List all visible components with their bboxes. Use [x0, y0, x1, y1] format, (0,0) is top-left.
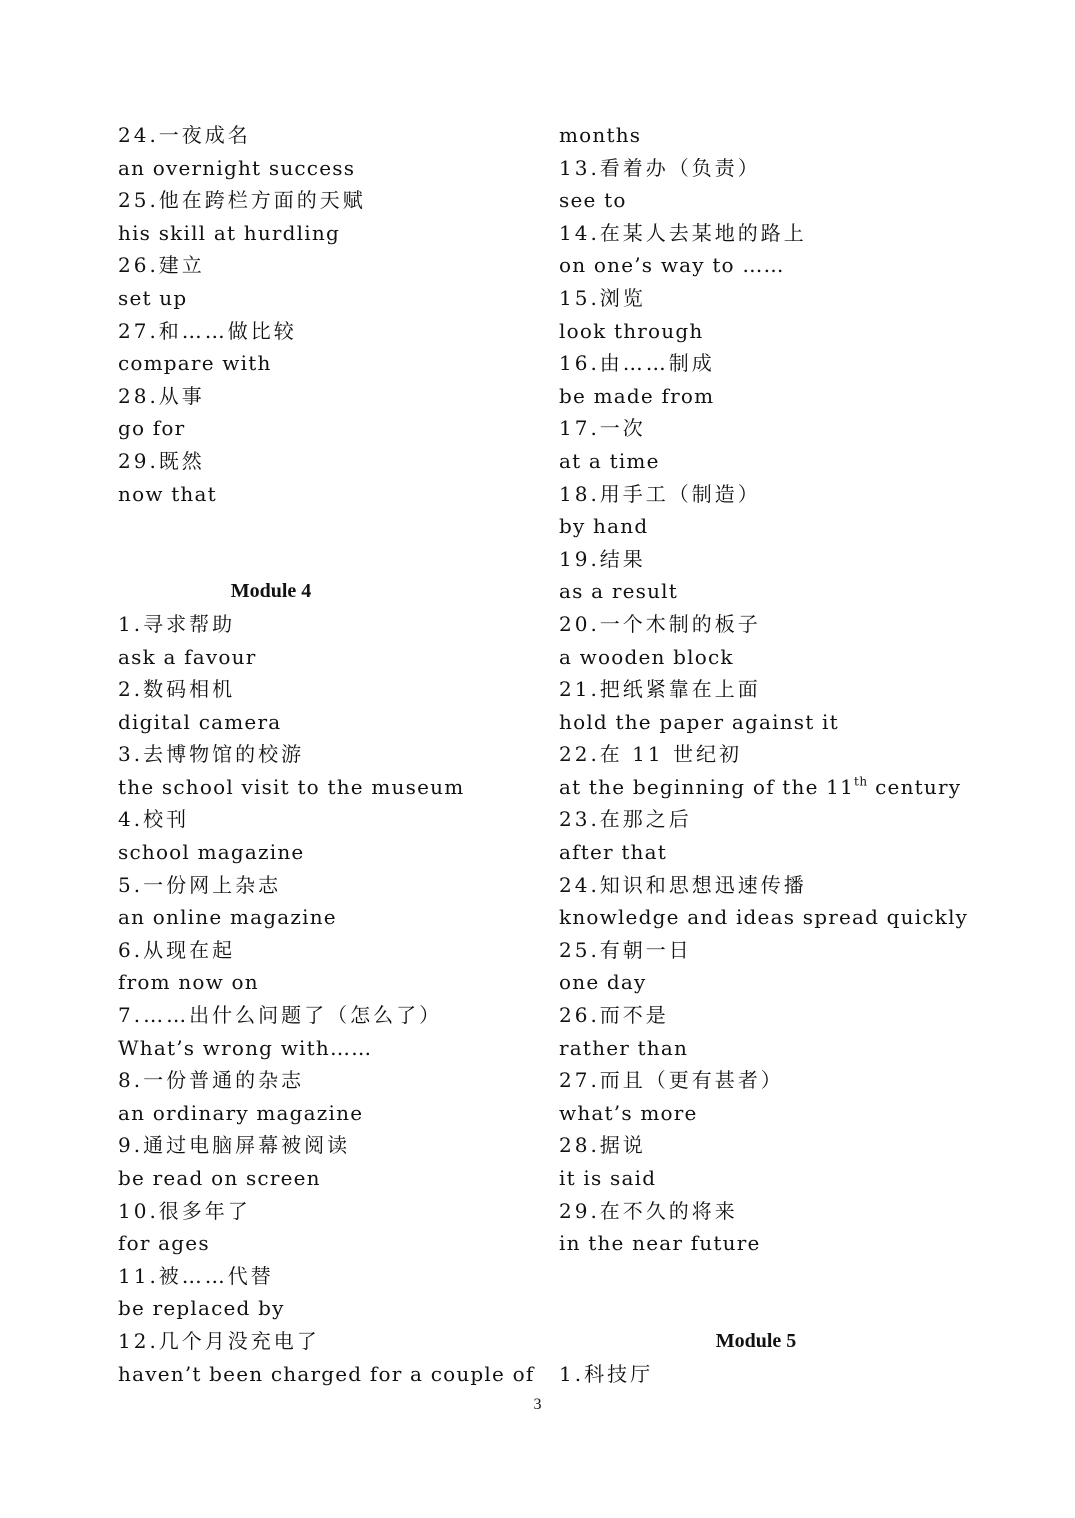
- vocab-chinese-line: 25.他在跨栏方面的天赋: [118, 188, 366, 213]
- vocab-chinese-line: 24.知识和思想迅速传播: [559, 872, 807, 897]
- vocab-english-line: ask a favour: [118, 644, 257, 669]
- vocab-english-line: on one’s way to ……: [559, 253, 785, 278]
- vocab-chinese-line: 22.在 11 世纪初: [559, 742, 742, 767]
- vocab-english-line: months: [559, 123, 642, 147]
- vocab-chinese-line: 29.在不久的将来: [559, 1198, 738, 1223]
- vocab-english-line: look through: [559, 318, 704, 343]
- vocab-english-line: now that: [118, 481, 217, 506]
- vocab-english-line: hold the paper against it: [559, 709, 839, 734]
- vocab-english-line: his skill at hurdling: [118, 220, 340, 245]
- vocab-english-line: an ordinary magazine: [118, 1100, 364, 1125]
- vocab-chinese-line: 17.一次: [559, 416, 646, 441]
- vocab-chinese-line: 21.把纸紧靠在上面: [559, 677, 761, 702]
- vocab-english-line: as a result: [559, 579, 679, 604]
- vocab-english-line: from now on: [118, 970, 259, 995]
- vocab-english-line: set up: [118, 285, 188, 310]
- vocab-chinese-line: 1.科技厅: [559, 1361, 654, 1386]
- vocab-chinese-line: 26.而不是: [559, 1003, 669, 1028]
- module-5-heading: Module 5: [715, 1329, 797, 1352]
- module-4-heading: Module 4: [230, 580, 312, 603]
- century-text: at the beginning of the 11: [559, 774, 855, 799]
- left-column: [118, 119, 568, 1390]
- vocab-chinese-line: 5.一份网上杂志: [118, 872, 282, 897]
- vocab-chinese-line: 1.寻求帮助: [118, 611, 236, 636]
- vocab-chinese-line: 15.浏览: [559, 285, 646, 310]
- vocab-chinese-line: 26.建立: [118, 253, 205, 278]
- vocab-chinese-line: 18.用手工（制造）: [559, 481, 761, 506]
- right-top-list: [559, 119, 979, 771]
- vocab-chinese-line: 6.从现在起: [118, 937, 236, 962]
- vocab-english-line: an overnight success: [118, 155, 356, 180]
- vocab-english-line: haven’t been charged for a couple of: [118, 1361, 535, 1386]
- vocab-chinese-line: 28.据说: [559, 1133, 646, 1158]
- spacer: [559, 1260, 979, 1293]
- vocab-chinese-line: 2.数码相机: [118, 677, 236, 702]
- vocab-chinese-line: 27.和……做比较: [118, 318, 297, 343]
- page-number: 3: [533, 1396, 542, 1413]
- vocab-chinese-line: 3.去博物馆的校游: [118, 742, 305, 767]
- vocab-chinese-line: 7.……出什么问题了（怎么了）: [118, 1003, 443, 1028]
- vocab-english-line: a wooden block: [559, 644, 734, 669]
- vocab-english-line: the school visit to the museum: [118, 774, 465, 799]
- vocab-chinese-line: 8.一份普通的杂志: [118, 1068, 305, 1093]
- vocab-english-line: be replaced by: [118, 1296, 285, 1321]
- vocab-chinese-line: 11.被……代替: [118, 1263, 274, 1288]
- vocab-english-line: what’s more: [559, 1100, 698, 1125]
- vocab-english-line: knowledge and ideas spread quickly: [559, 905, 969, 930]
- vocab-chinese-line: 23.在那之后: [559, 807, 692, 832]
- vocab-english-line: What’s wrong with……: [118, 1035, 373, 1060]
- century-superscript: th: [854, 774, 868, 789]
- vocab-chinese-line: 4.校刊: [118, 807, 190, 832]
- spacer: [118, 543, 568, 576]
- vocab-chinese-line: 25.有朝一日: [559, 937, 692, 962]
- vocab-english-line: in the near future: [559, 1231, 761, 1256]
- vocab-english-line: see to: [559, 188, 627, 213]
- vocab-english-line: be made from: [559, 383, 715, 408]
- vocab-chinese-line: 10.很多年了: [118, 1198, 251, 1223]
- vocab-english-line: for ages: [118, 1231, 210, 1256]
- century-text-end: century: [867, 774, 962, 799]
- vocab-english-line: an online magazine: [118, 905, 337, 930]
- vocab-english-line: one day: [559, 970, 647, 995]
- vocab-english-line: compare with: [118, 351, 272, 376]
- vocab-chinese-line: 12.几个月没充电了: [118, 1328, 320, 1353]
- vocab-chinese-line: 9.通过电脑屏幕被阅读: [118, 1133, 351, 1158]
- vocab-chinese-line: 28.从事: [118, 383, 205, 408]
- vocab-chinese-line: 29.既然: [118, 448, 205, 473]
- vocab-chinese-line: 19.结果: [559, 546, 646, 571]
- vocab-english-line: after that: [559, 840, 667, 865]
- vocab-english-line: it is said: [559, 1166, 657, 1190]
- spacer: [118, 510, 568, 543]
- vocab-english-line: school magazine: [118, 840, 305, 865]
- vocab-chinese-line: 14.在某人去某地的路上: [559, 220, 807, 245]
- vocab-english-line: digital camera: [118, 709, 282, 734]
- vocab-chinese-line: 24.一夜成名: [118, 123, 251, 147]
- vocab-chinese-line: 13.看着办（负责）: [559, 155, 761, 180]
- vocab-english-line: at a time: [559, 448, 660, 473]
- vocab-english-line-century: [559, 771, 979, 804]
- vocab-chinese-line: 27.而且（更有甚者）: [559, 1068, 784, 1093]
- vocab-english-line: be read on screen: [118, 1166, 321, 1190]
- vocab-english-line: rather than: [559, 1035, 689, 1060]
- left-top-list: [118, 119, 568, 510]
- module-4-list: [118, 608, 568, 1390]
- vocab-chinese-line: 20.一个木制的板子: [559, 611, 761, 636]
- right-bottom-list: [559, 803, 979, 1259]
- vocab-chinese-line: 16.由……制成: [559, 351, 715, 376]
- right-column: [559, 119, 979, 1390]
- spacer: [559, 1292, 979, 1325]
- vocab-english-line: go for: [118, 416, 186, 441]
- vocab-english-line: by hand: [559, 514, 649, 539]
